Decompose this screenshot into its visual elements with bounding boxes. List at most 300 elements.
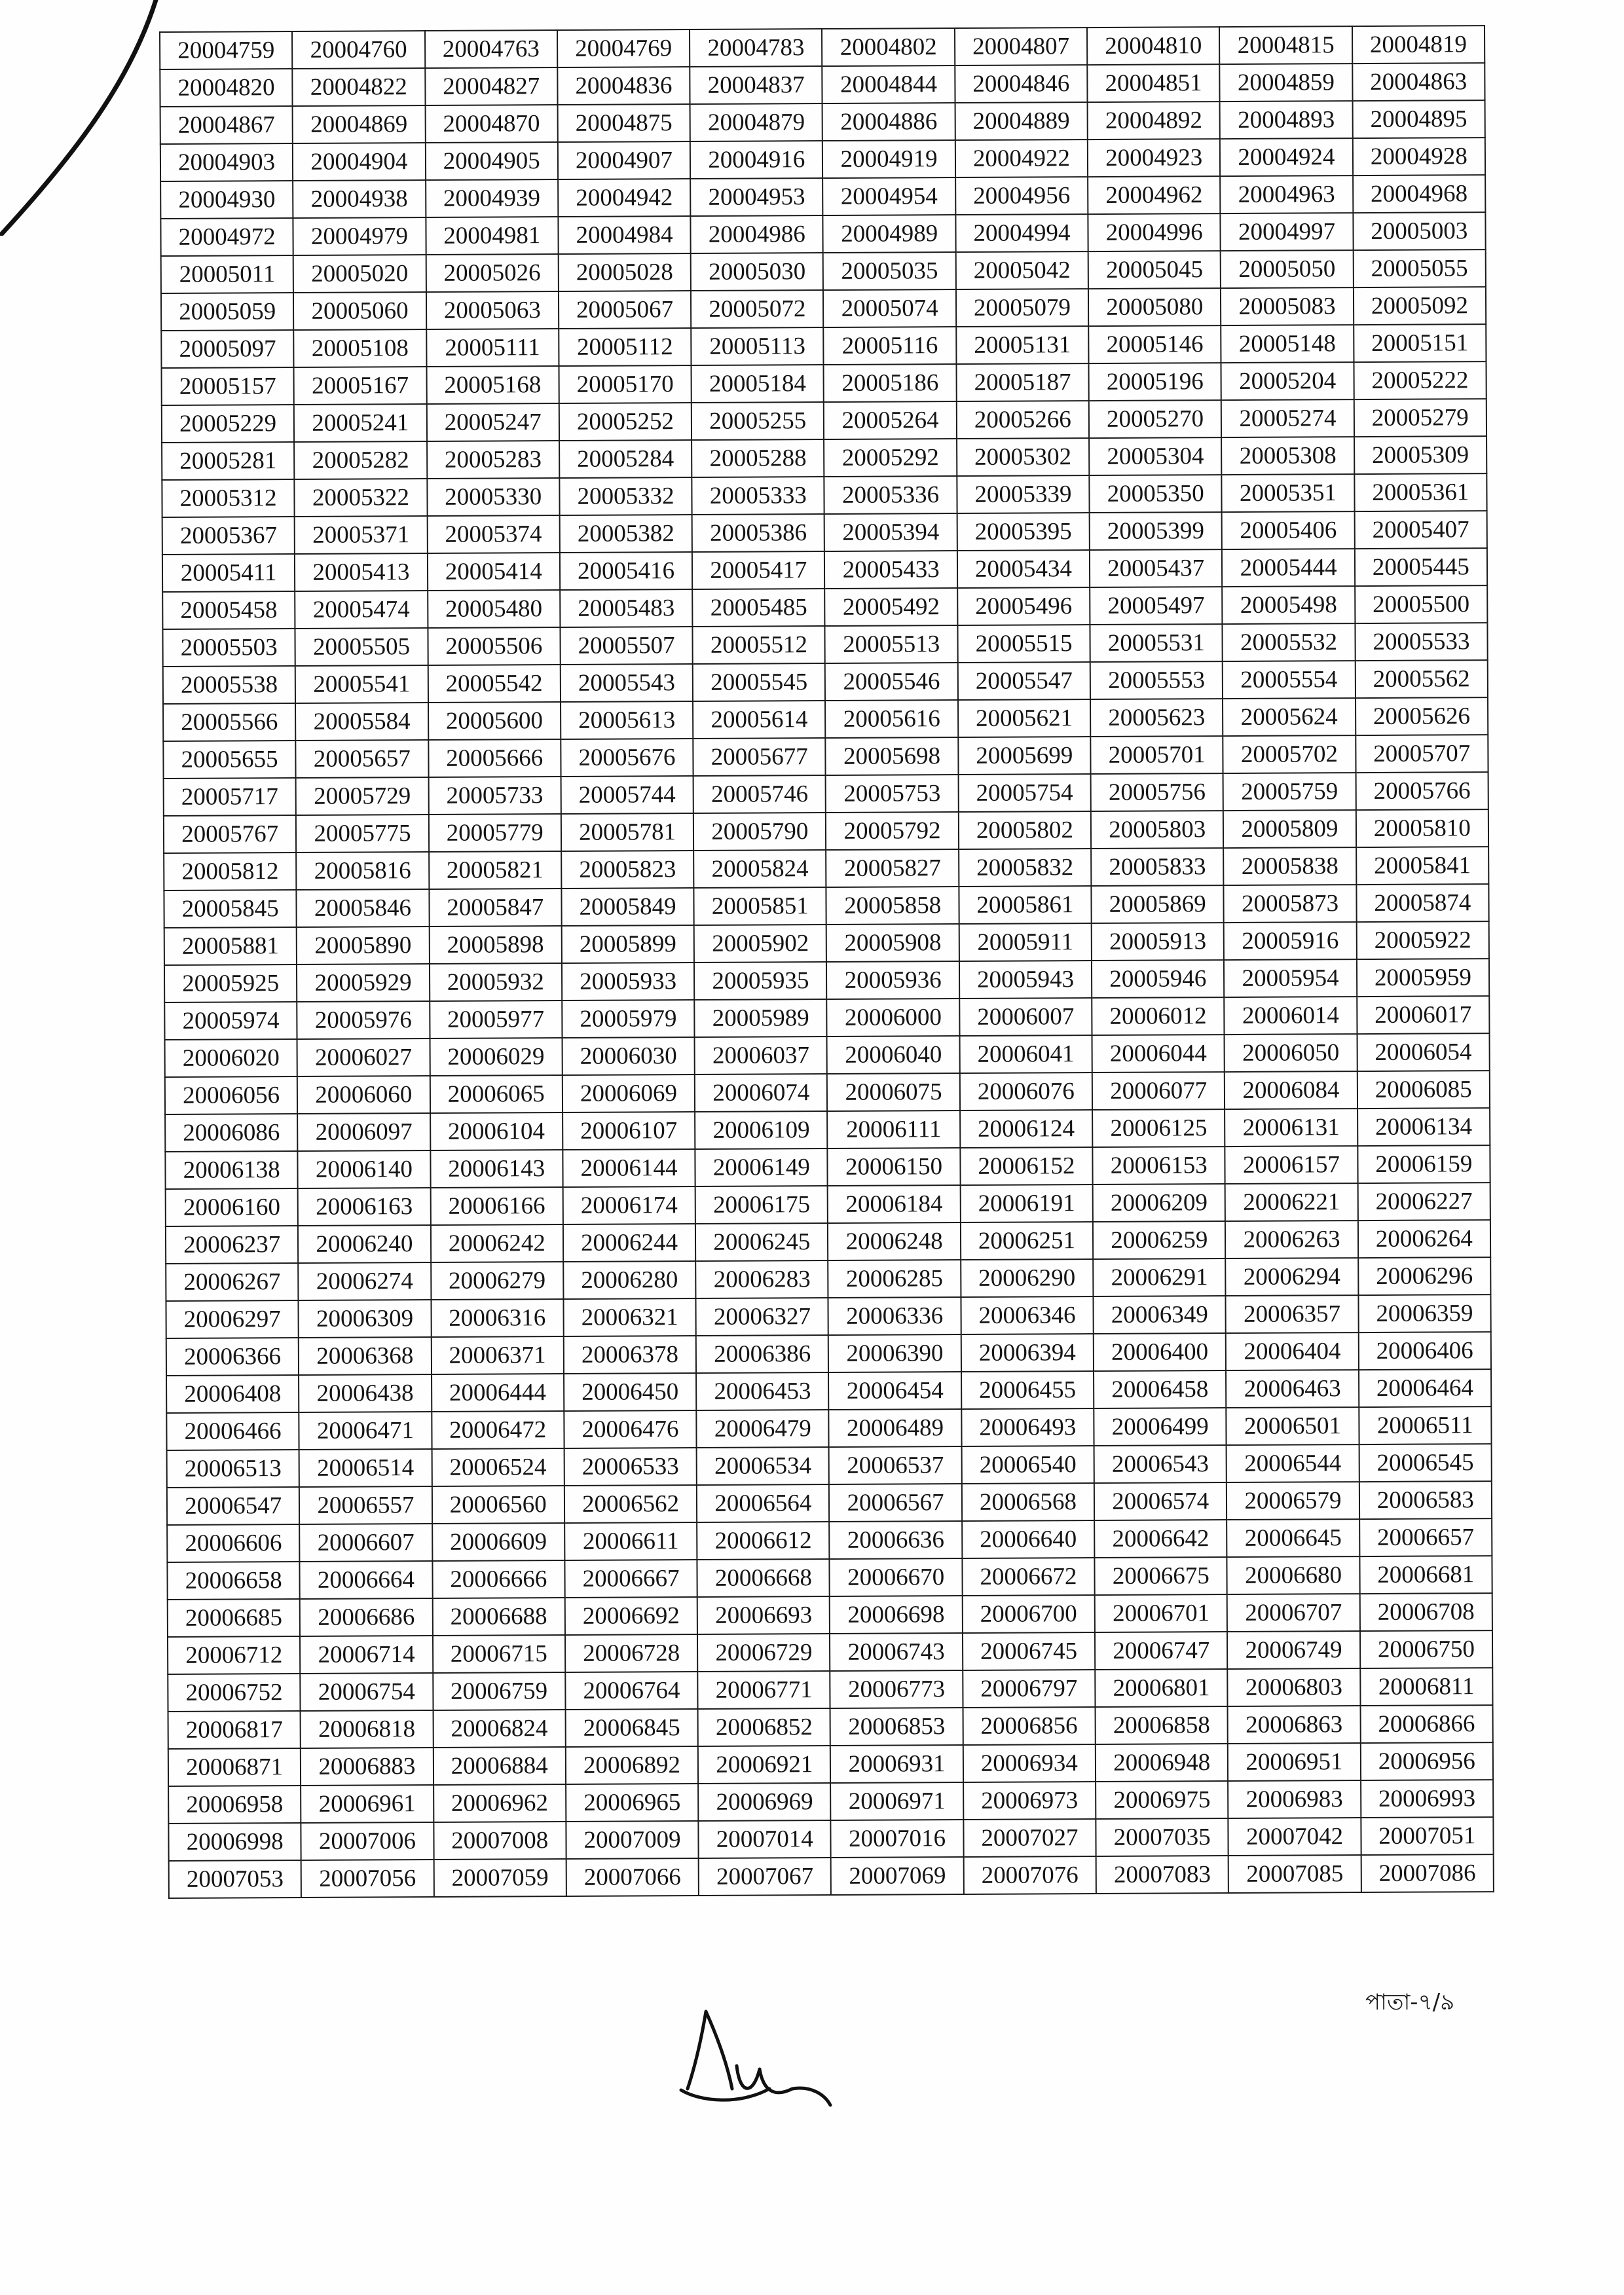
roll-number-cell: 20006346 xyxy=(961,1296,1094,1334)
roll-number-cell: 20006568 xyxy=(962,1483,1095,1521)
roll-number-cell: 20005657 xyxy=(296,740,429,778)
roll-number-cell: 20006557 xyxy=(299,1486,432,1524)
roll-number-cell: 20006681 xyxy=(1359,1556,1492,1594)
roll-number-cell: 20004924 xyxy=(1220,138,1353,176)
signature xyxy=(655,1991,851,2121)
roll-number-cell: 20005553 xyxy=(1090,661,1223,699)
roll-number-cell: 20005699 xyxy=(958,737,1091,775)
roll-number-cell: 20005898 xyxy=(429,926,562,964)
roll-number-cell: 20006797 xyxy=(963,1670,1096,1708)
roll-number-cell: 20005513 xyxy=(825,625,958,663)
roll-number-cell: 20006645 xyxy=(1227,1519,1360,1557)
roll-number-cell: 20005264 xyxy=(824,401,957,439)
roll-number-cell: 20006818 xyxy=(301,1710,434,1748)
roll-number-cell: 20007035 xyxy=(1096,1818,1228,1856)
roll-number-cell: 20006973 xyxy=(963,1782,1096,1820)
roll-number-cell: 20005222 xyxy=(1354,361,1486,399)
roll-number-cell: 20006471 xyxy=(299,1412,432,1450)
roll-number-cell: 20004837 xyxy=(690,66,822,104)
roll-number-cell: 20006336 xyxy=(828,1297,961,1335)
roll-number-cell: 20004979 xyxy=(293,217,426,255)
roll-number-cell: 20005060 xyxy=(293,292,426,330)
roll-number-cell: 20007067 xyxy=(699,1858,832,1896)
roll-number-cell: 20005312 xyxy=(162,479,295,517)
roll-number-cell: 20006686 xyxy=(300,1598,433,1636)
roll-number-cell: 20006715 xyxy=(433,1635,566,1673)
roll-number-cell: 20006567 xyxy=(829,1484,962,1522)
roll-number-cell: 20006030 xyxy=(562,1037,695,1075)
roll-number-table-body xyxy=(160,26,1494,1898)
roll-number-cell: 20005304 xyxy=(1089,437,1222,475)
roll-number-cell: 20004996 xyxy=(1088,213,1221,251)
table-row xyxy=(164,809,1488,853)
roll-number-cell: 20005241 xyxy=(294,404,427,442)
roll-number-cell: 20005614 xyxy=(693,701,826,739)
roll-number-cell: 20006685 xyxy=(168,1599,301,1637)
roll-number-cell: 20006097 xyxy=(297,1113,430,1151)
roll-number-cell: 20007083 xyxy=(1096,1856,1229,1894)
roll-number-cell: 20004895 xyxy=(1352,100,1485,138)
roll-number-cell: 20005809 xyxy=(1223,810,1356,848)
table-row xyxy=(164,772,1488,816)
roll-number-cell: 20006606 xyxy=(167,1524,300,1562)
table-row xyxy=(164,847,1488,890)
roll-number-cell: 20006824 xyxy=(433,1710,566,1748)
roll-number-cell: 20005858 xyxy=(826,887,959,925)
roll-number-cell: 20005111 xyxy=(426,329,559,367)
table-row xyxy=(168,1742,1493,1786)
roll-number-cell: 20005507 xyxy=(560,627,693,665)
table-row xyxy=(162,623,1487,667)
roll-number-cell: 20006316 xyxy=(431,1299,564,1337)
roll-number-cell: 20004923 xyxy=(1088,139,1221,177)
roll-number-cell: 20004763 xyxy=(425,30,558,68)
roll-number-cell: 20005092 xyxy=(1354,287,1486,325)
roll-number-cell: 20007009 xyxy=(566,1821,699,1859)
roll-number-cell: 20006027 xyxy=(297,1038,430,1076)
roll-number-cell: 20005416 xyxy=(560,552,693,590)
roll-number-cell: 20005542 xyxy=(428,665,561,703)
roll-number-cell: 20007076 xyxy=(963,1856,1096,1894)
roll-number-cell: 20006983 xyxy=(1228,1780,1361,1818)
roll-number-table-container xyxy=(159,25,1494,1899)
roll-number-cell: 20005790 xyxy=(693,813,826,851)
roll-number-cell: 20006111 xyxy=(828,1111,961,1148)
roll-number-cell: 20005028 xyxy=(559,253,692,291)
roll-number-cell: 20005350 xyxy=(1089,475,1222,513)
roll-number-cell: 20006743 xyxy=(830,1633,963,1671)
roll-number-cell: 20005624 xyxy=(1223,698,1356,736)
roll-number-cell: 20006956 xyxy=(1360,1742,1493,1780)
roll-number-cell: 20005434 xyxy=(957,550,1090,588)
roll-number-cell: 20006060 xyxy=(297,1076,430,1114)
roll-number-cell: 20006583 xyxy=(1359,1481,1492,1519)
table-row xyxy=(162,473,1486,517)
roll-number-cell: 20005936 xyxy=(826,961,959,999)
roll-number-cell: 20005759 xyxy=(1223,773,1356,811)
roll-number-cell: 20005922 xyxy=(1356,921,1489,959)
roll-number-cell: 20005823 xyxy=(561,851,694,889)
roll-number-cell: 20005067 xyxy=(559,291,692,329)
roll-number-cell: 20006107 xyxy=(563,1112,695,1150)
table-row xyxy=(160,63,1485,107)
roll-number-cell: 20006074 xyxy=(695,1074,828,1112)
roll-number-cell: 20006012 xyxy=(1092,997,1225,1035)
roll-number-cell: 20006489 xyxy=(829,1409,962,1447)
roll-number-cell: 20005433 xyxy=(824,551,957,589)
table-row xyxy=(161,324,1486,368)
roll-number-cell: 20004997 xyxy=(1221,213,1354,251)
roll-number-cell: 20005458 xyxy=(162,591,295,629)
roll-number-cell: 20006283 xyxy=(695,1260,828,1298)
roll-number-cell: 20004904 xyxy=(293,143,426,181)
roll-number-cell: 20004819 xyxy=(1352,26,1485,64)
roll-number-cell: 20006404 xyxy=(1226,1332,1359,1370)
roll-number-cell: 20005833 xyxy=(1091,848,1224,886)
roll-number-cell: 20004903 xyxy=(160,143,293,181)
roll-number-cell: 20004989 xyxy=(823,215,956,253)
roll-number-cell: 20006050 xyxy=(1225,1034,1357,1072)
table-row xyxy=(167,1481,1492,1525)
roll-number-cell: 20005255 xyxy=(692,402,824,440)
roll-number-cell: 20006472 xyxy=(432,1411,564,1449)
roll-number-cell: 20006667 xyxy=(564,1560,697,1598)
table-row xyxy=(163,735,1488,779)
roll-number-cell: 20006209 xyxy=(1093,1184,1226,1222)
table-row xyxy=(162,399,1486,443)
roll-number-cell: 20005767 xyxy=(164,815,297,853)
roll-number-cell: 20005902 xyxy=(694,925,827,963)
roll-number-cell: 20005816 xyxy=(296,852,429,890)
roll-number-cell: 20006290 xyxy=(961,1259,1094,1297)
roll-number-cell: 20006455 xyxy=(961,1371,1094,1409)
table-row xyxy=(166,1257,1490,1301)
roll-number-cell: 20005003 xyxy=(1353,212,1486,250)
roll-number-cell: 20005492 xyxy=(825,588,958,626)
roll-number-cell: 20006077 xyxy=(1092,1072,1225,1110)
roll-number-cell: 20005874 xyxy=(1356,884,1489,922)
roll-number-cell: 20006463 xyxy=(1226,1370,1359,1408)
roll-number-cell: 20005445 xyxy=(1355,548,1488,586)
roll-number-cell: 20004972 xyxy=(160,218,293,256)
roll-number-cell: 20006163 xyxy=(298,1188,431,1226)
roll-number-cell: 20005929 xyxy=(297,964,430,1002)
roll-number-cell: 20005055 xyxy=(1353,249,1486,287)
roll-number-cell: 20005339 xyxy=(957,475,1090,513)
roll-number-cell: 20006729 xyxy=(697,1634,830,1672)
roll-number-cell: 20005729 xyxy=(296,777,429,815)
roll-number-cell: 20006166 xyxy=(430,1187,563,1225)
roll-number-cell: 20006044 xyxy=(1092,1035,1225,1073)
roll-number-cell: 20004953 xyxy=(690,178,823,216)
roll-number-cell: 20004994 xyxy=(955,214,1088,252)
roll-number-cell: 20005351 xyxy=(1222,474,1355,512)
roll-number-cell: 20005394 xyxy=(824,513,957,551)
roll-number-cell: 20005676 xyxy=(561,739,693,777)
roll-number-cell: 20005496 xyxy=(957,587,1090,625)
roll-number-cell: 20006562 xyxy=(564,1485,697,1523)
roll-number-cell: 20005946 xyxy=(1092,960,1225,998)
roll-number-cell: 20005322 xyxy=(295,479,428,517)
roll-number-cell: 20004981 xyxy=(426,217,559,255)
roll-number-cell: 20005116 xyxy=(824,327,957,365)
roll-number-cell: 20004942 xyxy=(558,179,691,217)
roll-number-cell: 20005395 xyxy=(957,513,1090,551)
roll-number-cell: 20005050 xyxy=(1221,250,1354,288)
roll-number-cell: 20004886 xyxy=(822,103,955,141)
roll-number-cell: 20005545 xyxy=(693,663,826,701)
table-row xyxy=(168,1817,1493,1861)
roll-number-cell: 20006714 xyxy=(300,1636,433,1674)
roll-number-cell: 20005977 xyxy=(430,1001,563,1038)
roll-number-table xyxy=(159,25,1494,1899)
roll-number-cell: 20004867 xyxy=(160,106,293,144)
roll-number-cell: 20005292 xyxy=(824,439,957,477)
roll-number-cell: 20006017 xyxy=(1357,996,1490,1034)
roll-number-cell: 20006378 xyxy=(564,1336,697,1374)
roll-number-cell: 20005386 xyxy=(692,514,825,552)
table-row xyxy=(162,548,1487,592)
roll-number-cell: 20006390 xyxy=(828,1334,961,1372)
roll-number-cell: 20005072 xyxy=(691,290,824,328)
roll-number-cell: 20006668 xyxy=(697,1559,830,1597)
roll-number-cell: 20005336 xyxy=(824,476,957,514)
roll-number-cell: 20007085 xyxy=(1228,1855,1361,1893)
roll-number-cell: 20006764 xyxy=(565,1672,698,1710)
roll-number-cell: 20006993 xyxy=(1361,1780,1494,1818)
roll-number-cell: 20005881 xyxy=(164,927,297,965)
table-row xyxy=(164,921,1489,965)
roll-number-cell: 20005976 xyxy=(297,1001,430,1039)
roll-number-cell: 20006971 xyxy=(831,1782,964,1820)
roll-number-cell: 20005474 xyxy=(295,591,428,629)
roll-number-cell: 20005113 xyxy=(691,327,824,365)
roll-number-cell: 20006285 xyxy=(828,1260,961,1298)
table-row xyxy=(165,1033,1490,1077)
roll-number-cell: 20005497 xyxy=(1090,587,1223,625)
roll-number-cell: 20005861 xyxy=(959,886,1092,924)
roll-number-cell: 20005079 xyxy=(956,289,1089,327)
table-row xyxy=(168,1668,1492,1712)
roll-number-cell: 20006657 xyxy=(1359,1518,1492,1556)
roll-number-cell: 20006040 xyxy=(827,1036,960,1074)
roll-number-cell: 20006454 xyxy=(829,1372,962,1410)
roll-number-cell: 20006109 xyxy=(695,1111,828,1149)
roll-number-cell: 20006085 xyxy=(1357,1071,1490,1109)
roll-number-cell: 20006749 xyxy=(1227,1631,1360,1669)
roll-number-cell: 20006259 xyxy=(1093,1221,1226,1259)
roll-number-cell: 20006998 xyxy=(168,1823,301,1861)
roll-number-cell: 20006149 xyxy=(695,1148,828,1186)
roll-number-cell: 20004984 xyxy=(558,216,691,254)
roll-number-cell: 20007066 xyxy=(566,1858,699,1896)
roll-number-cell: 20006297 xyxy=(166,1300,299,1338)
roll-number-cell: 20006359 xyxy=(1358,1294,1491,1332)
roll-number-cell: 20006934 xyxy=(963,1744,1096,1782)
roll-number-cell: 20005374 xyxy=(427,515,560,553)
roll-number-cell: 20005399 xyxy=(1090,512,1223,550)
page-number: পাতা-৭/৯ xyxy=(1365,1989,1455,2015)
roll-number-cell: 20004968 xyxy=(1353,175,1486,213)
roll-number-cell: 20004836 xyxy=(557,67,690,105)
table-row xyxy=(160,100,1485,144)
table-row xyxy=(162,361,1486,405)
table-row xyxy=(160,212,1485,256)
roll-number-cell: 20006771 xyxy=(697,1671,830,1709)
roll-number-cell: 20005779 xyxy=(428,814,561,852)
roll-number-cell: 20006464 xyxy=(1359,1369,1492,1407)
roll-number-cell: 20006708 xyxy=(1359,1593,1492,1631)
table-row xyxy=(168,1593,1492,1637)
roll-number-cell: 20006811 xyxy=(1360,1668,1493,1706)
roll-number-cell: 20005849 xyxy=(561,888,694,926)
roll-number-cell: 20006280 xyxy=(563,1261,696,1299)
roll-number-cell: 20004879 xyxy=(690,103,823,141)
roll-number-cell: 20005908 xyxy=(826,924,959,962)
roll-number-cell: 20006408 xyxy=(166,1375,299,1413)
roll-number-cell: 20006579 xyxy=(1227,1482,1359,1520)
roll-number-cell: 20006884 xyxy=(433,1747,566,1785)
roll-number-cell: 20005168 xyxy=(426,366,559,404)
roll-number-cell: 20005532 xyxy=(1223,623,1356,661)
roll-number-cell: 20005080 xyxy=(1088,288,1221,326)
table-row xyxy=(163,660,1488,704)
roll-number-cell: 20006020 xyxy=(165,1039,298,1077)
roll-number-cell: 20004938 xyxy=(293,180,426,218)
roll-number-cell: 20005371 xyxy=(295,516,428,554)
roll-number-cell: 20006264 xyxy=(1358,1220,1491,1258)
roll-number-cell: 20005547 xyxy=(958,662,1091,700)
table-row xyxy=(162,436,1486,480)
roll-number-cell: 20005282 xyxy=(294,441,427,479)
roll-number-cell: 20006368 xyxy=(299,1337,432,1375)
roll-number-cell: 20006321 xyxy=(563,1298,696,1336)
roll-number-cell: 20006975 xyxy=(1096,1781,1228,1819)
roll-number-cell: 20006564 xyxy=(697,1484,830,1522)
roll-number-cell: 20006672 xyxy=(962,1558,1095,1596)
roll-number-cell: 20004905 xyxy=(425,142,558,180)
roll-number-cell: 20006670 xyxy=(830,1558,963,1596)
roll-number-cell: 20005613 xyxy=(561,701,693,739)
roll-number-cell: 20006263 xyxy=(1225,1221,1358,1258)
roll-number-cell: 20006698 xyxy=(830,1596,963,1634)
roll-number-cell: 20005766 xyxy=(1356,772,1488,810)
roll-number-cell: 20005157 xyxy=(162,367,295,405)
roll-number-cell: 20006076 xyxy=(960,1073,1093,1111)
roll-number-cell: 20005847 xyxy=(429,889,562,927)
roll-number-cell: 20006458 xyxy=(1094,1370,1227,1408)
table-row xyxy=(165,1108,1490,1152)
roll-number-cell: 20006921 xyxy=(698,1746,831,1784)
roll-number-cell: 20006124 xyxy=(960,1110,1093,1148)
roll-number-cell: 20004916 xyxy=(690,141,823,179)
roll-number-cell: 20005584 xyxy=(295,703,428,741)
roll-number-cell: 20007016 xyxy=(831,1820,964,1858)
roll-number-cell: 20006131 xyxy=(1225,1109,1357,1147)
roll-number-cell: 20006438 xyxy=(299,1374,432,1412)
roll-number-cell: 20006394 xyxy=(961,1334,1094,1372)
roll-number-cell: 20006069 xyxy=(563,1074,695,1112)
roll-number-cell: 20006291 xyxy=(1093,1258,1226,1296)
table-row xyxy=(160,138,1485,181)
roll-number-cell: 20005112 xyxy=(559,328,692,366)
roll-number-cell: 20006931 xyxy=(830,1745,963,1783)
roll-number-cell: 20004956 xyxy=(955,177,1088,215)
roll-number-cell: 20006609 xyxy=(432,1523,565,1561)
roll-number-cell: 20006037 xyxy=(695,1037,828,1074)
roll-number-cell: 20006041 xyxy=(959,1035,1092,1073)
roll-number-cell: 20006642 xyxy=(1094,1520,1227,1558)
table-row xyxy=(160,26,1485,69)
roll-number-cell: 20006961 xyxy=(301,1785,434,1823)
roll-number-cell: 20006501 xyxy=(1227,1407,1359,1445)
roll-number-cell: 20006948 xyxy=(1096,1744,1228,1782)
roll-number-cell: 20006640 xyxy=(962,1520,1095,1558)
roll-number-cell: 20005733 xyxy=(428,777,561,815)
roll-number-cell: 20005414 xyxy=(427,553,560,591)
roll-number-cell: 20005030 xyxy=(691,253,824,291)
roll-number-cell: 20007069 xyxy=(831,1857,964,1895)
roll-number-cell: 20006871 xyxy=(168,1748,301,1786)
roll-number-cell: 20005042 xyxy=(955,251,1088,289)
roll-number-cell: 20005302 xyxy=(957,438,1090,476)
roll-number-cell: 20005821 xyxy=(429,851,562,889)
roll-number-cell: 20005974 xyxy=(164,1002,297,1040)
roll-number-cell: 20007053 xyxy=(169,1860,302,1898)
roll-number-cell: 20004962 xyxy=(1088,176,1221,214)
roll-number-cell: 20006444 xyxy=(432,1374,564,1412)
roll-number-cell: 20006274 xyxy=(298,1262,431,1300)
roll-number-cell: 20007008 xyxy=(434,1822,566,1860)
roll-number-cell: 20005677 xyxy=(693,738,826,776)
roll-number-cell: 20005566 xyxy=(163,703,296,741)
roll-number-cell: 20005283 xyxy=(427,441,560,479)
roll-number-cell: 20005543 xyxy=(561,664,693,702)
roll-number-cell: 20005616 xyxy=(825,700,958,738)
roll-number-cell: 20004822 xyxy=(293,68,426,106)
roll-number-cell: 20006245 xyxy=(695,1223,828,1261)
roll-number-cell: 20006700 xyxy=(962,1595,1095,1633)
roll-number-cell: 20006499 xyxy=(1094,1408,1227,1446)
roll-number-cell: 20005812 xyxy=(164,853,297,890)
roll-number-cell: 20005288 xyxy=(692,439,824,477)
roll-number-cell: 20005108 xyxy=(294,329,427,367)
table-row xyxy=(166,1294,1490,1338)
table-row xyxy=(167,1518,1492,1562)
table-row xyxy=(162,585,1487,629)
roll-number-cell: 20005841 xyxy=(1356,847,1489,885)
roll-number-cell: 20006574 xyxy=(1094,1482,1227,1520)
roll-number-cell: 20005170 xyxy=(559,365,692,403)
roll-number-cell: 20006386 xyxy=(696,1335,829,1373)
roll-number-cell: 20005913 xyxy=(1092,923,1225,961)
roll-number-cell: 20004922 xyxy=(955,139,1088,177)
roll-number-cell: 20005020 xyxy=(293,255,426,293)
table-row xyxy=(166,1183,1490,1226)
roll-number-cell: 20006075 xyxy=(827,1073,960,1111)
roll-number-cell: 20005274 xyxy=(1221,399,1354,437)
roll-number-cell: 20005781 xyxy=(561,813,694,851)
roll-number-cell: 20005707 xyxy=(1356,735,1488,773)
roll-number-cell: 20005361 xyxy=(1354,473,1487,511)
table-row xyxy=(164,996,1489,1040)
roll-number-cell: 20006543 xyxy=(1094,1445,1227,1483)
roll-number-cell: 20006858 xyxy=(1096,1706,1228,1744)
roll-number-cell: 20005184 xyxy=(692,365,824,403)
roll-number-cell: 20005932 xyxy=(430,963,563,1001)
roll-number-cell: 20006752 xyxy=(168,1674,301,1712)
roll-number-cell: 20006065 xyxy=(430,1075,563,1113)
